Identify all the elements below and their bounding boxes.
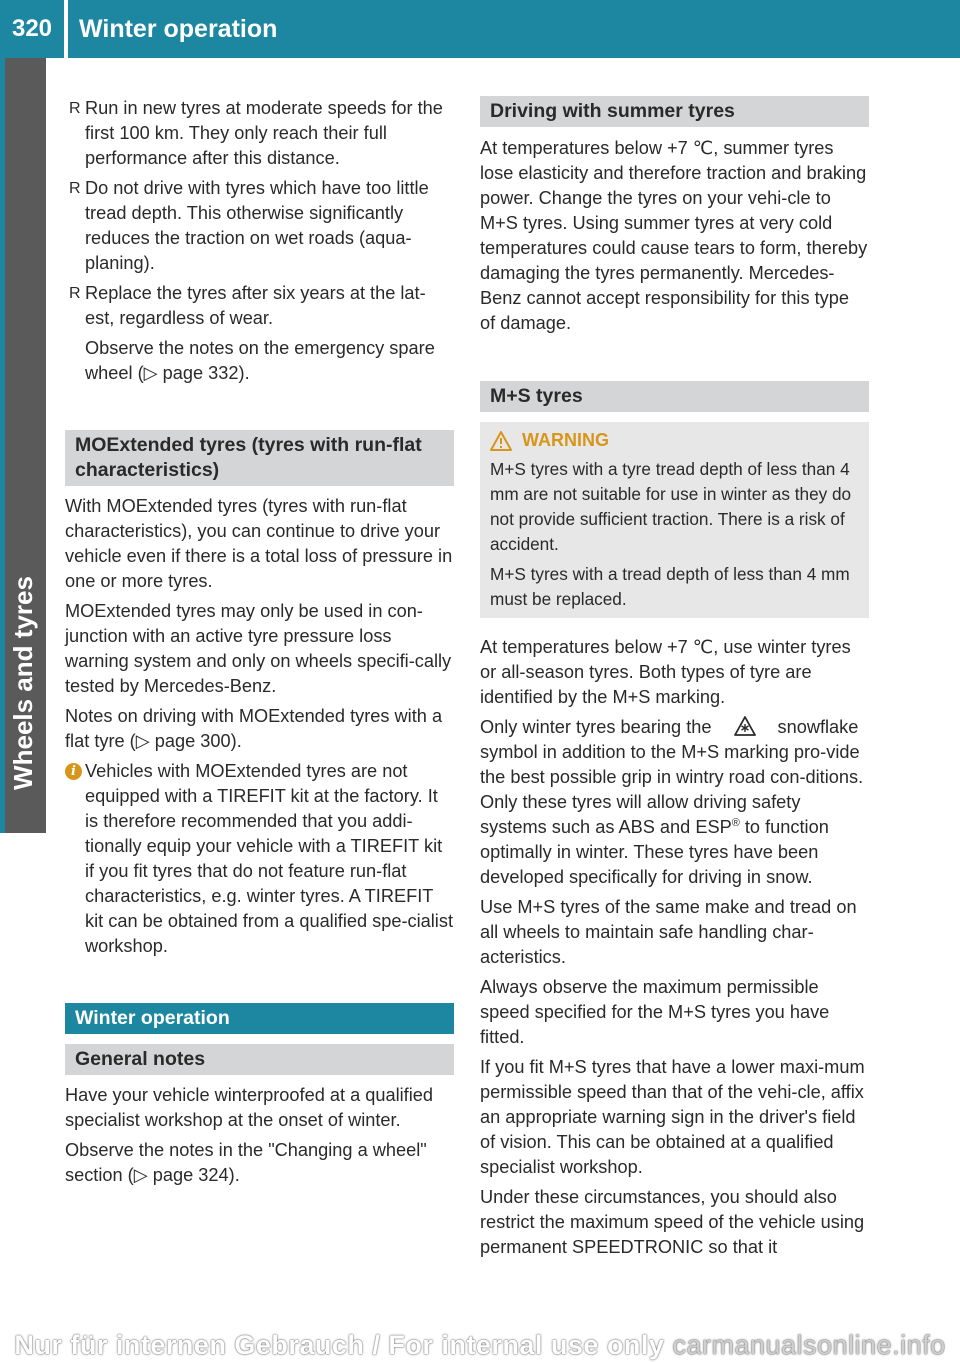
warning-triangle-icon — [490, 431, 512, 451]
watermark-site: carmanualsonline.info — [672, 1330, 946, 1360]
paragraph: Use M+S tyres of the same make and tread on all wheels to maintain safe handling char-acteristics. — [480, 897, 857, 967]
page-header — [0, 0, 960, 58]
right-column — [480, 96, 869, 1260]
page-number: 320 — [11, 15, 53, 42]
info-icon: i — [65, 763, 82, 780]
paragraph: Have your vehicle winterproofed at a qualified specialist workshop at the onset of winter. — [65, 1085, 434, 1130]
bullet-icon: R — [69, 180, 81, 197]
paragraph: At temperatures below +7 ℃, summer tyres lose elasticity and therefore traction and braking power. Change the tyres on your vehi-cle to M+S tyres. Using summer tyres at very cold temperatures could cause tears to form, thereby damaging the tyres permanently. Mercedes-Benz cannot accept responsibility for this type of damage. — [480, 138, 868, 333]
section-heading-winter: Winter operation — [65, 1003, 454, 1034]
warning-title: WARNING — [490, 428, 859, 453]
section-heading-ms-tyres: M+S tyres — [480, 381, 869, 412]
section-title: Winter operation — [79, 15, 278, 43]
section-heading-general-notes: General notes — [65, 1044, 454, 1075]
bullet-icon: R — [69, 285, 81, 302]
section-heading-summer: Driving with summer tyres — [480, 96, 869, 127]
paragraph: With MOExtended tyres (tyres with run-flat characteristics), you can continue to drive your vehicle even if there is a total loss of pressure in one or more tyres. — [65, 496, 453, 591]
paragraph-snowflake: Only winter tyres bearing the snowflake symbol in addition to the M+S marking pro-vide the best possible grip in wintry road con-ditions. Only these tyres will allow driving safety systems such as ABS and ESP® to function optimally in winter. These tyres have been developed specifically for driving in snow. — [480, 717, 864, 887]
info-note: i Vehicles with MOExtended tyres are not equipped with a TIREFIT kit at the factory. It is therefore recommended that you addi-tionally equip your vehicle with a TIREFIT kit if you fit tyres that do not feature run-flat characteristics, e.g. winter tyres. A TIREFIT kit can be obtained from a qualified spe-cialist workshop. — [65, 759, 454, 959]
paragraph: If you fit M+S tyres that have a lower maxi-mum permissible speed than that of the vehi-cle, affix an appropriate warning sign in the driver's field of vision. This can be obtained at a qualified specialist workshop. — [480, 1057, 865, 1177]
paragraph: Notes on driving with MOExtended tyres with a flat tyre (▷ page 300). — [65, 706, 443, 751]
warning-text: M+S tyres with a tyre tread depth of less than 4 mm are not suitable for use in winter as they do not provide sufficient traction. There is a risk of accident. — [490, 459, 852, 554]
paragraph: MOExtended tyres may only be used in con-junction with an active tyre pressure loss warning system and only on wheels specifi-cally tested by Mercedes-Benz. — [65, 601, 452, 696]
paragraph: At temperatures below +7 ℃, use winter tyres or all-season tyres. Both types of tyre are identified by the M+S marking. — [480, 637, 851, 707]
watermark: Nur für internen Gebrauch / For internal use only carmanualsonline.info — [14, 1330, 946, 1360]
left-column — [65, 96, 454, 1188]
list-item: R Do not drive with tyres which have too little tread depth. This otherwise significantly reduces the traction on wet roads (aqua-planing). — [69, 178, 429, 273]
snowflake-mountain-icon — [734, 716, 756, 736]
list-item: R Run in new tyres at moderate speeds for the first 100 km. They only reach their full performance after this distance. — [69, 98, 443, 168]
paragraph: Always observe the maximum permissible speed specified for the M+S tyres you have fitted. — [480, 977, 830, 1047]
warning-box — [480, 422, 869, 618]
warning-text: M+S tyres with a tread depth of less than 4 mm must be replaced. — [490, 564, 850, 609]
side-tab-label: Wheels and tyres — [8, 576, 38, 790]
section-heading-moextended: MOExtended tyres (tyres with run-flat characteristics) — [65, 430, 454, 486]
list-item: R Replace the tyres after six years at the lat-est, regardless of wear. — [69, 283, 426, 328]
bullet-icon: R — [69, 100, 81, 117]
bullet-note: Observe the notes on the emergency spare wheel (▷ page 332). — [85, 338, 435, 383]
paragraph: Under these circumstances, you should also restrict the maximum speed of the vehicle using permanent SPEEDTRONIC so that it — [480, 1187, 865, 1257]
header-divider — [64, 0, 68, 58]
paragraph: Observe the notes in the "Changing a wheel" section (▷ page 324). — [65, 1140, 427, 1185]
